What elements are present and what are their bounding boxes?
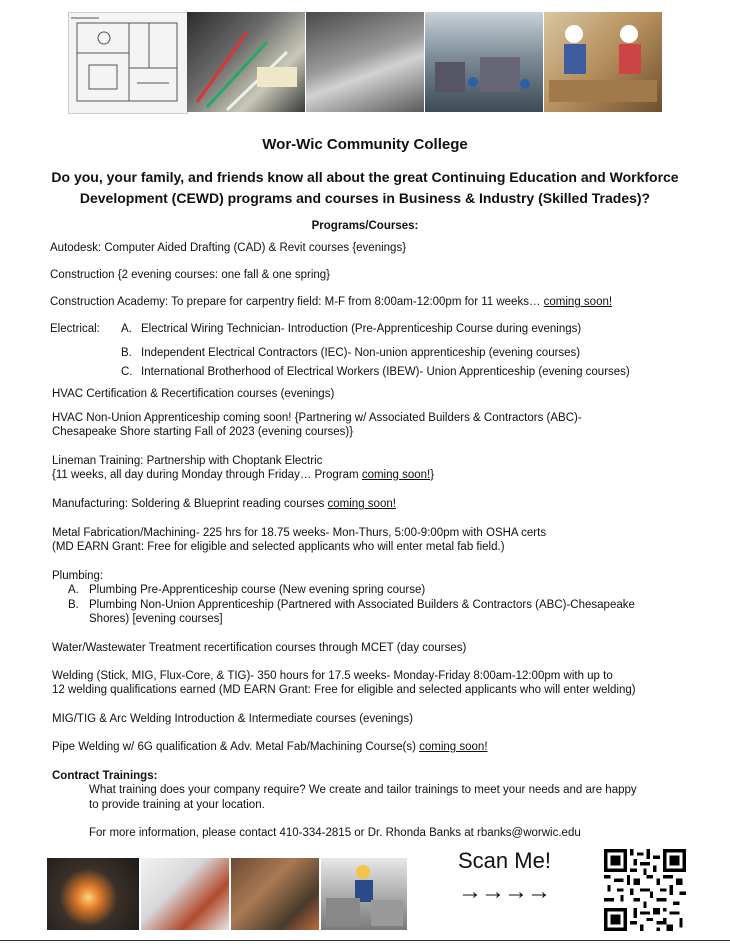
welder-photo [47,858,139,930]
arrows-icon: →→→→ [458,878,550,905]
bottom-divider [0,940,730,941]
lineman-line1: Lineman Training: Partnership with Choptank Electric [52,455,323,467]
lineman-coming-soon: coming soon!} [361,469,435,481]
welding-line2: 12 welding qualifications earned (MD EARN Grant: Free for eligible and selected applicants who will enter welding) [52,684,636,696]
plumbing-a: Plumbing Pre-Apprenticeship course (New evening spring course) [89,584,426,596]
autodesk-item: Autodesk: Computer Aided Drafting (CAD) & Revit courses {evenings} [50,242,407,254]
technician-drawing [321,858,407,930]
construction-item: Construction {2 evening courses: one fall & one spring} [50,269,331,281]
construction-academy-item [50,295,612,309]
electrician-photo [231,858,319,930]
workers-drawing [544,12,662,112]
contract-line2: to provide training at your location. [89,799,265,811]
water-item: Water/Wastewater Treatment recertification courses through MCET (day courses) [52,642,467,654]
electrical-c-letter: C. [121,366,133,378]
lineman-line2 [52,468,434,482]
plumbing-photo [141,858,229,930]
manufacturing-text: Manufacturing: Soldering & Blueprint reading courses [52,498,325,510]
blueprint-photo [68,12,188,114]
intro-question: Do you, your family, and friends know all about the great Continuing Education and Workforce Development (CEWD) programs and courses in Business & Industry (Skilled Trades)? [51,169,679,206]
hvac-duct-photo [306,12,424,112]
contract-heading: Contract Trainings: [52,770,158,782]
programs-heading: Programs/Courses: [311,220,419,232]
plumbing-b-line1: Plumbing Non-Union Apprenticeship (Partnered with Associated Builders & Contractors (ABC)-Chesapeake [89,599,635,611]
hvac-technician-photo [321,858,407,930]
contact-info: For more information, please contact 410-334-2815 or Dr. Rhonda Banks at rbanks@worwic.edu [89,827,581,839]
blueprint-drawing [69,13,187,113]
qr-code[interactable] [604,849,686,931]
factory-floor-photo [425,12,543,112]
hvac-nonunion-line2: Chesapeake Shore starting Fall of 2023 (evening courses)} [52,426,354,438]
hvac-nonunion-line1: HVAC Non-Union Apprenticeship coming soon! {Partnering w/ Associated Builders & Contractors (ABC)- [52,412,582,424]
mig-tig-item: MIG/TIG & Arc Welding Introduction & Intermediate courses (evenings) [52,713,413,725]
metal-line1: Metal Fabrication/Machining- 225 hrs for 18.75 weeks- Mon-Thurs, 5:00-9:00pm with OSHA certs [52,527,547,539]
manufacturing-coming-soon: coming soon! [327,498,396,510]
metal-line2: (MD EARN Grant: Free for eligible and selected applicants who will enter metal fab field.) [52,541,505,553]
college-title: Wor-Wic Community College [262,136,468,153]
plumbing-label: Plumbing: [52,570,104,582]
electrical-a: Electrical Wiring Technician- Introduction (Pre-Apprenticeship Course during evenings) [141,323,582,335]
carpentry-photo [544,12,662,112]
electrical-b: Independent Electrical Contractors (IEC)- Non-union apprenticeship (evening courses) [141,347,581,359]
manufacturing-item [52,497,396,511]
pipe-welding-item [52,740,488,754]
academy-coming-soon: coming soon! [543,296,613,308]
wires-drawing [187,12,305,112]
scan-me-label: Scan Me! [458,848,551,873]
electrical-b-letter: B. [121,347,132,359]
qr-code-icon [604,849,686,931]
electrical-label: Electrical: [50,323,100,335]
factory-drawing [425,12,543,112]
contract-line1: What training does your company require? We create and tailor trainings to meet your needs and are happy [89,784,637,796]
electrical-c: International Brotherhood of Electrical Workers (IBEW)- Union Apprenticeship (evening courses) [141,366,630,378]
pipe-coming-soon: coming soon! [419,741,488,753]
electrical-panel-photo [187,12,305,112]
pipe-text: Pipe Welding w/ 6G qualification & Adv. Metal Fab/Machining Course(s) [52,741,416,753]
electrical-a-letter: A. [121,323,132,335]
academy-text: Construction Academy: To prepare for carpentry field: M-F from 8:00am-12:00pm for 11 weeks… [50,296,541,308]
hvac-cert-item: HVAC Certification & Recertification courses (evenings) [52,388,335,400]
lineman-text: {11 weeks, all day during Monday through Friday… Program [52,469,359,481]
plumbing-b-letter: B. [68,599,79,611]
plumbing-a-letter: A. [68,584,79,596]
welding-line1: Welding (Stick, MIG, Flux-Core, & TIG)- 350 hours for 17.5 weeks- Monday-Friday 8:00am-12:00pm with up to [52,670,613,682]
plumbing-b-line2: Shores) [evening courses] [89,613,223,625]
